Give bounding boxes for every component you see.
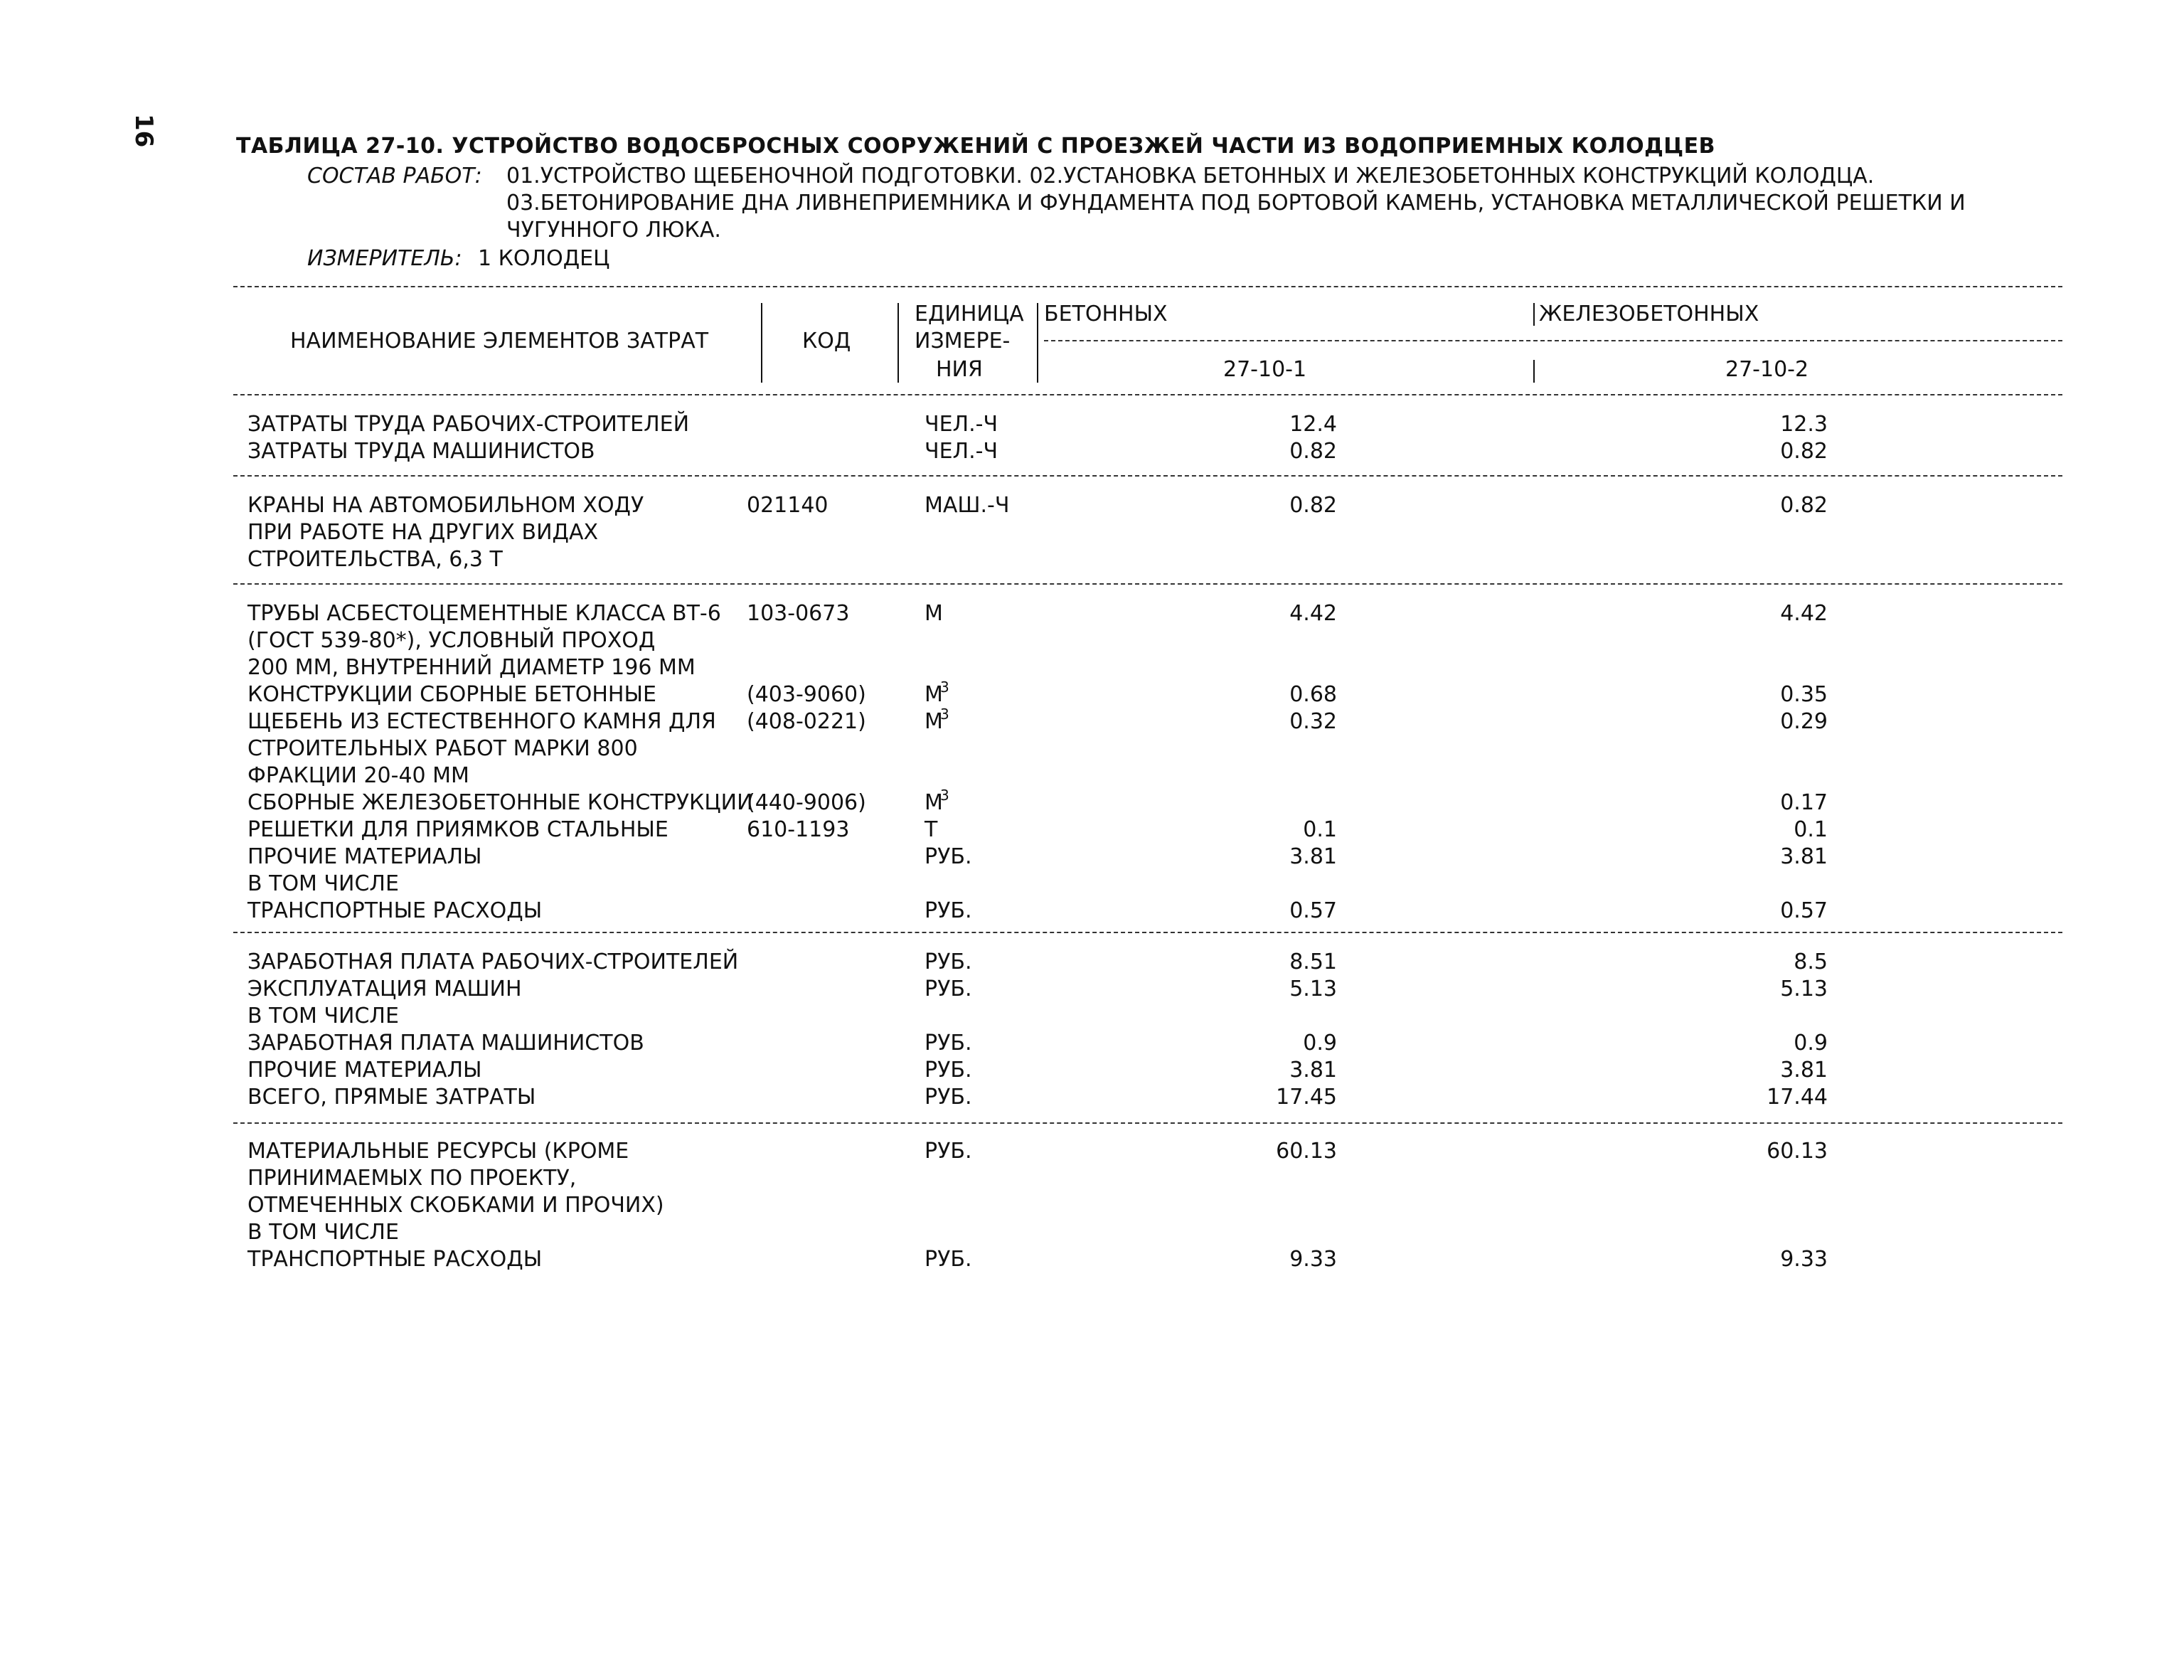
row-value-col-2: 0.1 xyxy=(1794,817,1828,842)
table-row xyxy=(0,1246,2184,1273)
table-row xyxy=(0,1003,2184,1030)
row-name: РЕШЕТКИ ДЛЯ ПРИЯМКОВ СТАЛЬНЫЕ xyxy=(247,817,668,842)
row-name: СБОРНЫЕ ЖЕЛЕЗОБЕТОННЫЕ КОНСТРУКЦИИ xyxy=(247,790,753,815)
table-row xyxy=(0,1192,2184,1219)
row-value-col-1: 9.33 xyxy=(1289,1247,1337,1272)
header-divider xyxy=(1037,303,1038,383)
row-value-col-2: 17.44 xyxy=(1767,1085,1828,1110)
table-row xyxy=(0,1165,2184,1192)
header-divider xyxy=(1533,360,1535,383)
row-value-col-2: 3.81 xyxy=(1780,844,1828,869)
unit-superscript: 3 xyxy=(940,787,949,804)
row-name: ПРОЧИЕ МАТЕРИАЛЫ xyxy=(247,844,482,869)
table-row xyxy=(0,600,2184,627)
page-number: 16 xyxy=(129,114,158,148)
row-value-col-1: 60.13 xyxy=(1276,1139,1337,1164)
table-row xyxy=(0,411,2184,438)
row-name: (ГОСТ 539-80*), УСЛОВНЫЙ ПРОХОД xyxy=(247,628,656,653)
header-unit-line-1: ЕДИНИЦА xyxy=(915,302,1024,326)
table-title: ТАБЛИЦА 27-10. УСТРОЙСТВО ВОДОСБРОСНЫХ СООРУЖЕНИЙ С ПРОЕЗЖЕЙ ЧАСТИ ИЗ ВОДОПРИЕМНЫХ КОЛОДЦЕВ xyxy=(236,134,1715,159)
row-name: ЗАРАБОТНАЯ ПЛАТА РАБОЧИХ-СТРОИТЕЛЕЙ xyxy=(247,950,739,974)
table-row xyxy=(0,871,2184,898)
table-row xyxy=(0,1219,2184,1246)
row-unit: М xyxy=(925,682,943,707)
row-name: СТРОИТЕЛЬНЫХ РАБОТ МАРКИ 800 xyxy=(247,736,638,761)
row-code: 021140 xyxy=(747,493,829,518)
row-value-col-2: 0.17 xyxy=(1780,790,1828,815)
row-value-col-2: 0.35 xyxy=(1780,682,1828,707)
header-group-rule xyxy=(1044,340,2062,341)
row-unit: М xyxy=(925,601,943,626)
row-unit: РУБ. xyxy=(925,977,972,1001)
unit-superscript: 3 xyxy=(940,679,949,696)
table-row xyxy=(0,1084,2184,1111)
row-name: МАТЕРИАЛЬНЫЕ РЕСУРСЫ (КРОМЕ xyxy=(247,1139,629,1164)
row-name: ЗАРАБОТНАЯ ПЛАТА МАШИНИСТОВ xyxy=(247,1031,644,1056)
row-value-col-1: 5.13 xyxy=(1289,977,1337,1001)
row-value-col-2: 4.42 xyxy=(1780,601,1828,626)
row-unit: РУБ. xyxy=(925,1031,972,1056)
table-row xyxy=(0,546,2184,573)
row-value-col-2: 0.82 xyxy=(1780,439,1828,464)
table-row xyxy=(0,519,2184,546)
row-value-col-1: 0.1 xyxy=(1303,817,1337,842)
measure-label: ИЗМЕРИТЕЛЬ: xyxy=(307,246,462,271)
row-name: ВСЕГО, ПРЯМЫЕ ЗАТРАТЫ xyxy=(247,1085,536,1110)
row-unit: РУБ. xyxy=(925,1085,972,1110)
row-value-col-2: 0.9 xyxy=(1794,1031,1828,1056)
section-rule xyxy=(233,475,2062,477)
section-rule xyxy=(233,932,2062,933)
composition-line-2: 03.БЕТОНИРОВАНИЕ ДНА ЛИВНЕПРИЕМНИКА И ФУНДАМЕНТА ПОД БОРТОВОЙ КАМЕНЬ, УСТАНОВКА МЕТАЛЛИЧЕСКОЙ РЕШЕТКИ И xyxy=(506,191,1966,216)
row-value-col-1: 0.68 xyxy=(1289,682,1337,707)
measure-value: 1 КОЛОДЕЦ xyxy=(478,246,610,271)
row-unit: РУБ. xyxy=(925,898,972,923)
row-unit: РУБ. xyxy=(925,950,972,974)
header-name: НАИМЕНОВАНИЕ ЭЛЕМЕНТОВ ЗАТРАТ xyxy=(290,329,709,353)
table-row xyxy=(0,1030,2184,1057)
row-unit: РУБ. xyxy=(925,1139,972,1164)
row-value-col-1: 8.51 xyxy=(1289,950,1337,974)
row-value-col-1: 3.81 xyxy=(1289,1058,1337,1083)
table-row xyxy=(0,438,2184,465)
row-value-col-2: 60.13 xyxy=(1767,1139,1828,1164)
header-divider xyxy=(897,303,899,383)
row-code: (440-9006) xyxy=(747,790,866,815)
row-name: КРАНЫ НА АВТОМОБИЛЬНОМ ХОДУ xyxy=(247,493,644,518)
table-row xyxy=(0,844,2184,871)
table-row xyxy=(0,949,2184,976)
header-unit-line-3: НИЯ xyxy=(936,357,983,382)
header-divider xyxy=(761,303,762,383)
row-value-col-2: 0.29 xyxy=(1780,709,1828,734)
row-name: ТРАНСПОРТНЫЕ РАСХОДЫ xyxy=(247,898,543,923)
section-rule xyxy=(233,583,2062,585)
row-value-col-1: 17.45 xyxy=(1276,1085,1337,1110)
row-name: ЭКСПЛУАТАЦИЯ МАШИН xyxy=(247,977,522,1001)
row-code: 610-1193 xyxy=(747,817,850,842)
row-name: В ТОМ ЧИСЛЕ xyxy=(247,871,399,896)
table-row xyxy=(0,817,2184,844)
table-row xyxy=(0,1057,2184,1084)
header-group-concrete: БЕТОННЫХ xyxy=(1044,302,1168,326)
row-value-col-2: 9.33 xyxy=(1780,1247,1828,1272)
table-row xyxy=(0,976,2184,1003)
header-divider xyxy=(1533,303,1535,326)
table-row xyxy=(0,708,2184,735)
row-value-col-1: 3.81 xyxy=(1289,844,1337,869)
row-value-col-2: 5.13 xyxy=(1780,977,1828,1001)
row-value-col-1: 0.32 xyxy=(1289,709,1337,734)
header-code: КОД xyxy=(802,329,851,353)
table-row xyxy=(0,735,2184,762)
row-value-col-2: 3.81 xyxy=(1780,1058,1828,1083)
row-value-col-1: 12.4 xyxy=(1289,412,1337,437)
row-name: ОТМЕЧЕННЫХ СКОБКАМИ И ПРОЧИХ) xyxy=(247,1193,664,1218)
header-bottom-rule xyxy=(233,394,2062,395)
header-col-2: 27-10-2 xyxy=(1725,357,1809,382)
composition-label: СОСТАВ РАБОТ: xyxy=(307,164,482,188)
row-unit: Т xyxy=(925,817,938,842)
row-name: ЩЕБЕНЬ ИЗ ЕСТЕСТВЕННОГО КАМНЯ ДЛЯ xyxy=(247,709,716,734)
row-value-col-1: 4.42 xyxy=(1289,601,1337,626)
table-top-rule xyxy=(233,286,2062,287)
table-row xyxy=(0,787,2184,817)
row-unit: ЧЕЛ.-Ч xyxy=(925,439,998,464)
row-name: ТРУБЫ АСБЕСТОЦЕМЕНТНЫЕ КЛАССА ВТ-6 xyxy=(247,601,721,626)
row-name: В ТОМ ЧИСЛЕ xyxy=(247,1220,399,1245)
row-name: 200 ММ, ВНУТРЕННИЙ ДИАМЕТР 196 ММ xyxy=(247,655,696,680)
row-value-col-2: 0.57 xyxy=(1780,898,1828,923)
row-unit: М xyxy=(925,790,943,815)
row-unit: РУБ. xyxy=(925,1058,972,1083)
table-row xyxy=(0,898,2184,925)
row-unit: РУБ. xyxy=(925,844,972,869)
row-name: ФРАКЦИИ 20-40 ММ xyxy=(247,763,469,788)
row-value-col-2: 0.82 xyxy=(1780,493,1828,518)
row-value-col-2: 12.3 xyxy=(1780,412,1828,437)
row-name: В ТОМ ЧИСЛЕ xyxy=(247,1004,399,1028)
row-name: ПРИ РАБОТЕ НА ДРУГИХ ВИДАХ xyxy=(247,520,599,545)
row-unit: РУБ. xyxy=(925,1247,972,1272)
header-unit-line-2: ИЗМЕРЕ- xyxy=(915,329,1011,353)
row-name: ТРАНСПОРТНЫЕ РАСХОДЫ xyxy=(247,1247,543,1272)
row-value-col-1: 0.82 xyxy=(1289,493,1337,518)
header-col-1: 27-10-1 xyxy=(1223,357,1307,382)
table-row xyxy=(0,762,2184,790)
table-row xyxy=(0,1138,2184,1165)
composition-line-1: 01.УСТРОЙСТВО ЩЕБЕНОЧНОЙ ПОДГОТОВКИ. 02.УСТАНОВКА БЕТОННЫХ И ЖЕЛЕЗОБЕТОННЫХ КОНСТРУКЦИЙ КОЛОДЦА. xyxy=(506,164,1875,188)
row-value-col-1: 0.82 xyxy=(1289,439,1337,464)
table-row xyxy=(0,681,2184,708)
row-name: СТРОИТЕЛЬСТВА, 6,3 Т xyxy=(247,547,503,572)
row-name: ЗАТРАТЫ ТРУДА МАШИНИСТОВ xyxy=(247,439,595,464)
section-rule xyxy=(233,1122,2062,1124)
row-name: ПРИНИМАЕМЫХ ПО ПРОЕКТУ, xyxy=(247,1166,577,1191)
row-code: (408-0221) xyxy=(747,709,866,734)
table-row xyxy=(0,492,2184,519)
composition-line-3: ЧУГУННОГО ЛЮКА. xyxy=(506,218,721,243)
row-value-col-1: 0.9 xyxy=(1303,1031,1337,1056)
row-code: (403-9060) xyxy=(747,682,866,707)
row-value-col-1: 0.57 xyxy=(1289,898,1337,923)
table-row xyxy=(0,627,2184,654)
row-name: КОНСТРУКЦИИ СБОРНЫЕ БЕТОННЫЕ xyxy=(247,682,656,707)
row-unit: МАШ.-Ч xyxy=(925,493,1010,518)
unit-superscript: 3 xyxy=(940,706,949,723)
row-name: ЗАТРАТЫ ТРУДА РАБОЧИХ-СТРОИТЕЛЕЙ xyxy=(247,412,690,437)
row-unit: ЧЕЛ.-Ч xyxy=(925,412,998,437)
table-row xyxy=(0,654,2184,681)
header-group-reinforced: ЖЕЛЕЗОБЕТОННЫХ xyxy=(1539,302,1759,326)
row-value-col-2: 8.5 xyxy=(1794,950,1828,974)
row-code: 103-0673 xyxy=(747,601,850,626)
row-unit: М xyxy=(925,709,943,734)
row-name: ПРОЧИЕ МАТЕРИАЛЫ xyxy=(247,1058,482,1083)
